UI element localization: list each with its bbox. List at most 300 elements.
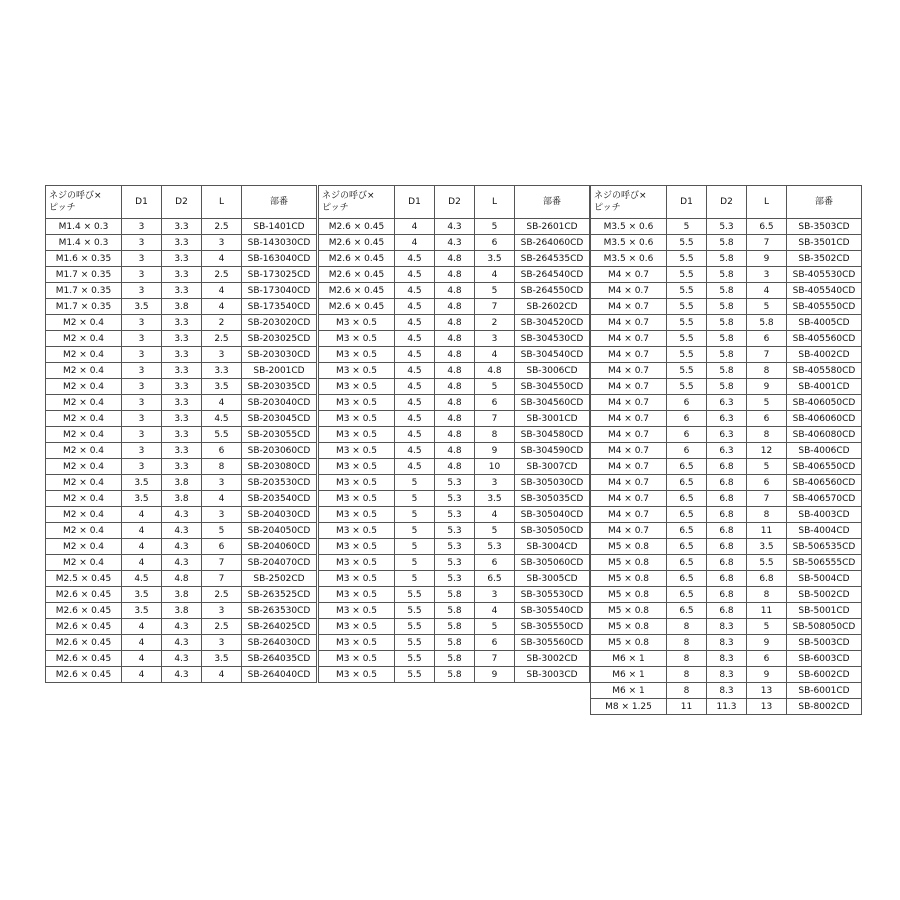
cell-thread-pitch: M2.6 × 0.45 <box>319 251 395 267</box>
cell-d2: 5.8 <box>435 667 475 683</box>
table-row <box>46 539 317 555</box>
cell-part-number: SB-5004CD <box>787 571 862 587</box>
cell-d1: 5 <box>667 219 707 235</box>
cell-thread-pitch: M4 × 0.7 <box>591 523 667 539</box>
cell-thread-pitch: M2 × 0.4 <box>46 507 122 523</box>
table-row <box>591 459 862 475</box>
cell-thread-pitch: M3 × 0.5 <box>319 443 395 459</box>
cell-d2: 6.8 <box>707 587 747 603</box>
cell-d2: 5.8 <box>707 379 747 395</box>
cell-l: 4 <box>202 667 242 683</box>
table-row <box>319 491 590 507</box>
table-row <box>591 491 862 507</box>
cell-thread-pitch: M4 × 0.7 <box>591 411 667 427</box>
cell-d2: 8.3 <box>707 683 747 699</box>
cell-d2: 6.8 <box>707 491 747 507</box>
cell-d1: 5.5 <box>667 251 707 267</box>
cell-d1: 8 <box>667 683 707 699</box>
table-row <box>46 635 317 651</box>
cell-d2: 6.8 <box>707 603 747 619</box>
table-row <box>591 587 862 603</box>
cell-d1: 4.5 <box>395 251 435 267</box>
cell-thread-pitch: M3 × 0.5 <box>319 427 395 443</box>
cell-l: 5.3 <box>475 539 515 555</box>
cell-part-number: SB-203020CD <box>242 315 317 331</box>
cell-d1: 4 <box>122 523 162 539</box>
cell-thread-pitch: M2.6 × 0.45 <box>319 219 395 235</box>
cell-d2: 3.3 <box>162 459 202 475</box>
cell-d1: 6.5 <box>667 539 707 555</box>
cell-part-number: SB-304550CD <box>515 379 590 395</box>
cell-part-number: SB-3502CD <box>787 251 862 267</box>
table-row <box>46 587 317 603</box>
cell-l: 4.8 <box>475 363 515 379</box>
cell-thread-pitch: M2.6 × 0.45 <box>46 667 122 683</box>
cell-d1: 4.5 <box>395 331 435 347</box>
cell-l: 6.5 <box>475 571 515 587</box>
cell-d1: 4 <box>122 539 162 555</box>
cell-d2: 4.8 <box>435 299 475 315</box>
cell-thread-pitch: M3.5 × 0.6 <box>591 235 667 251</box>
cell-part-number: SB-6002CD <box>787 667 862 683</box>
cell-d1: 5.5 <box>667 299 707 315</box>
cell-thread-pitch: M6 × 1 <box>591 667 667 683</box>
cell-d1: 6.5 <box>667 523 707 539</box>
cell-thread-pitch: M3 × 0.5 <box>319 491 395 507</box>
cell-part-number: SB-163040CD <box>242 251 317 267</box>
cell-d2: 5.3 <box>435 555 475 571</box>
cell-l: 3.5 <box>475 251 515 267</box>
cell-d1: 6.5 <box>667 507 707 523</box>
cell-d1: 6.5 <box>667 475 707 491</box>
table-row <box>591 507 862 523</box>
cell-d2: 3.3 <box>162 443 202 459</box>
cell-d1: 4 <box>122 667 162 683</box>
header-thread-line2: ピッチ <box>49 203 76 213</box>
table-row <box>46 267 317 283</box>
header-d1: D1 <box>395 186 435 219</box>
cell-d2: 3.3 <box>162 411 202 427</box>
cell-thread-pitch: M2.5 × 0.45 <box>46 571 122 587</box>
cell-d1: 3 <box>122 235 162 251</box>
cell-part-number: SB-405530CD <box>787 267 862 283</box>
cell-l: 6 <box>202 443 242 459</box>
table-header-row <box>591 186 862 219</box>
cell-part-number: SB-263530CD <box>242 603 317 619</box>
cell-thread-pitch: M3 × 0.5 <box>319 587 395 603</box>
cell-thread-pitch: M2 × 0.4 <box>46 363 122 379</box>
cell-d2: 3.3 <box>162 315 202 331</box>
cell-thread-pitch: M4 × 0.7 <box>591 443 667 459</box>
table-row <box>46 315 317 331</box>
header-part-number: 部番 <box>787 186 862 219</box>
cell-d1: 5.5 <box>395 619 435 635</box>
cell-part-number: SB-3002CD <box>515 651 590 667</box>
cell-d2: 4.8 <box>435 363 475 379</box>
cell-d1: 5.5 <box>667 283 707 299</box>
cell-l: 5 <box>747 395 787 411</box>
table-row <box>319 267 590 283</box>
cell-l: 3.5 <box>202 379 242 395</box>
cell-thread-pitch: M5 × 0.8 <box>591 619 667 635</box>
cell-l: 6 <box>475 555 515 571</box>
cell-l: 4 <box>475 507 515 523</box>
cell-d1: 4.5 <box>395 299 435 315</box>
table-row <box>46 507 317 523</box>
table-row <box>46 555 317 571</box>
table-row <box>46 667 317 683</box>
cell-thread-pitch: M3.5 × 0.6 <box>591 251 667 267</box>
cell-l: 4 <box>475 347 515 363</box>
table-row <box>591 683 862 699</box>
table-row <box>319 507 590 523</box>
cell-part-number: SB-4001CD <box>787 379 862 395</box>
cell-thread-pitch: M5 × 0.8 <box>591 635 667 651</box>
cell-l: 4.5 <box>202 411 242 427</box>
cell-thread-pitch: M4 × 0.7 <box>591 267 667 283</box>
cell-d1: 3.5 <box>122 603 162 619</box>
table-row <box>46 235 317 251</box>
cell-part-number: SB-4005CD <box>787 315 862 331</box>
cell-thread-pitch: M2 × 0.4 <box>46 395 122 411</box>
cell-d1: 4.5 <box>395 347 435 363</box>
cell-thread-pitch: M1.6 × 0.35 <box>46 251 122 267</box>
cell-part-number: SB-2602CD <box>515 299 590 315</box>
cell-d2: 3.3 <box>162 347 202 363</box>
cell-part-number: SB-203540CD <box>242 491 317 507</box>
cell-thread-pitch: M2 × 0.4 <box>46 411 122 427</box>
cell-d2: 4.8 <box>435 347 475 363</box>
cell-part-number: SB-204060CD <box>242 539 317 555</box>
cell-thread-pitch: M3 × 0.5 <box>319 651 395 667</box>
cell-thread-pitch: M6 × 1 <box>591 651 667 667</box>
cell-thread-pitch: M3 × 0.5 <box>319 459 395 475</box>
cell-d2: 4.8 <box>435 331 475 347</box>
cell-thread-pitch: M2.6 × 0.45 <box>46 635 122 651</box>
table-row <box>319 667 590 683</box>
cell-d1: 3 <box>122 219 162 235</box>
cell-d2: 6.3 <box>707 443 747 459</box>
cell-l: 5 <box>747 299 787 315</box>
cell-d1: 3 <box>122 283 162 299</box>
cell-d1: 4.5 <box>395 459 435 475</box>
table-row <box>591 523 862 539</box>
table-row <box>319 539 590 555</box>
table-row <box>46 475 317 491</box>
cell-thread-pitch: M1.7 × 0.35 <box>46 267 122 283</box>
table-row <box>46 331 317 347</box>
cell-l: 2 <box>475 315 515 331</box>
cell-d1: 5.5 <box>667 379 707 395</box>
cell-thread-pitch: M2 × 0.4 <box>46 443 122 459</box>
cell-d1: 5.5 <box>395 635 435 651</box>
header-thread-line2: ピッチ <box>322 203 349 213</box>
table-row <box>319 619 590 635</box>
cell-l: 13 <box>747 683 787 699</box>
cell-l: 5 <box>475 283 515 299</box>
cell-thread-pitch: M6 × 1 <box>591 683 667 699</box>
cell-d1: 4.5 <box>395 443 435 459</box>
cell-l: 9 <box>747 667 787 683</box>
cell-thread-pitch: M4 × 0.7 <box>591 379 667 395</box>
table-row <box>46 443 317 459</box>
cell-thread-pitch: M2.6 × 0.45 <box>319 299 395 315</box>
cell-d2: 6.8 <box>707 507 747 523</box>
cell-l: 13 <box>747 699 787 715</box>
cell-part-number: SB-305560CD <box>515 635 590 651</box>
table-row <box>319 219 590 235</box>
cell-l: 7 <box>747 347 787 363</box>
cell-part-number: SB-5002CD <box>787 587 862 603</box>
table-row <box>591 619 862 635</box>
table-row <box>591 395 862 411</box>
cell-part-number: SB-264035CD <box>242 651 317 667</box>
cell-d1: 3 <box>122 459 162 475</box>
cell-d1: 4.5 <box>395 315 435 331</box>
cell-thread-pitch: M3 × 0.5 <box>319 635 395 651</box>
table-row <box>319 331 590 347</box>
cell-part-number: SB-3007CD <box>515 459 590 475</box>
cell-d1: 8 <box>667 635 707 651</box>
cell-l: 3 <box>202 635 242 651</box>
cell-d2: 3.3 <box>162 251 202 267</box>
cell-d2: 5.8 <box>435 619 475 635</box>
cell-part-number: SB-204050CD <box>242 523 317 539</box>
table-row <box>591 411 862 427</box>
cell-d1: 3.5 <box>122 475 162 491</box>
cell-d2: 5.8 <box>707 331 747 347</box>
header-d1: D1 <box>122 186 162 219</box>
cell-l: 5.8 <box>747 315 787 331</box>
cell-part-number: SB-264030CD <box>242 635 317 651</box>
cell-thread-pitch: M2 × 0.4 <box>46 523 122 539</box>
cell-part-number: SB-264025CD <box>242 619 317 635</box>
table-row <box>46 251 317 267</box>
cell-part-number: SB-203025CD <box>242 331 317 347</box>
cell-l: 2 <box>202 315 242 331</box>
cell-d1: 4.5 <box>395 411 435 427</box>
cell-d1: 4 <box>395 219 435 235</box>
cell-thread-pitch: M4 × 0.7 <box>591 395 667 411</box>
cell-part-number: SB-304590CD <box>515 443 590 459</box>
table-header-row <box>46 186 317 219</box>
cell-part-number: SB-508050CD <box>787 619 862 635</box>
cell-d2: 4.3 <box>162 619 202 635</box>
cell-d2: 3.8 <box>162 587 202 603</box>
header-d2: D2 <box>162 186 202 219</box>
cell-d1: 4.5 <box>395 267 435 283</box>
cell-thread-pitch: M5 × 0.8 <box>591 571 667 587</box>
cell-l: 5 <box>475 619 515 635</box>
cell-part-number: SB-3001CD <box>515 411 590 427</box>
cell-d1: 3 <box>122 411 162 427</box>
cell-l: 3 <box>202 347 242 363</box>
header-d1: D1 <box>667 186 707 219</box>
table-row <box>319 571 590 587</box>
table-row <box>591 219 862 235</box>
header-thread-line1: ネジの呼び× <box>49 191 102 201</box>
cell-part-number: SB-304520CD <box>515 315 590 331</box>
cell-d2: 3.3 <box>162 283 202 299</box>
cell-part-number: SB-305530CD <box>515 587 590 603</box>
table-row <box>591 251 862 267</box>
cell-part-number: SB-405550CD <box>787 299 862 315</box>
cell-d1: 5 <box>395 475 435 491</box>
cell-l: 4 <box>747 283 787 299</box>
header-l: L <box>747 186 787 219</box>
table-row <box>591 299 862 315</box>
cell-part-number: SB-304530CD <box>515 331 590 347</box>
header-part-number: 部番 <box>515 186 590 219</box>
cell-d1: 3 <box>122 347 162 363</box>
cell-l: 6 <box>475 235 515 251</box>
table-row <box>319 315 590 331</box>
cell-d1: 5.5 <box>667 267 707 283</box>
cell-thread-pitch: M2 × 0.4 <box>46 427 122 443</box>
cell-l: 5 <box>747 459 787 475</box>
cell-part-number: SB-173540CD <box>242 299 317 315</box>
cell-part-number: SB-5003CD <box>787 635 862 651</box>
cell-part-number: SB-4006CD <box>787 443 862 459</box>
table-row <box>319 459 590 475</box>
cell-l: 9 <box>475 443 515 459</box>
cell-thread-pitch: M3 × 0.5 <box>319 331 395 347</box>
header-l: L <box>475 186 515 219</box>
cell-l: 3 <box>202 235 242 251</box>
cell-d2: 8.3 <box>707 635 747 651</box>
cell-d2: 6.8 <box>707 571 747 587</box>
cell-d2: 4.8 <box>435 427 475 443</box>
table-row <box>319 651 590 667</box>
cell-part-number: SB-3004CD <box>515 539 590 555</box>
table-row <box>319 411 590 427</box>
cell-thread-pitch: M1.4 × 0.3 <box>46 219 122 235</box>
cell-thread-pitch: M4 × 0.7 <box>591 347 667 363</box>
cell-l: 4 <box>202 395 242 411</box>
cell-d2: 3.3 <box>162 363 202 379</box>
cell-thread-pitch: M2 × 0.4 <box>46 539 122 555</box>
cell-thread-pitch: M4 × 0.7 <box>591 427 667 443</box>
cell-part-number: SB-203045CD <box>242 411 317 427</box>
cell-d1: 3.5 <box>122 299 162 315</box>
cell-thread-pitch: M1.7 × 0.35 <box>46 299 122 315</box>
cell-d1: 5.5 <box>667 331 707 347</box>
cell-thread-pitch: M2.6 × 0.45 <box>319 267 395 283</box>
table-row <box>319 395 590 411</box>
cell-l: 8 <box>202 459 242 475</box>
cell-l: 4 <box>475 603 515 619</box>
cell-thread-pitch: M3 × 0.5 <box>319 395 395 411</box>
cell-l: 9 <box>747 251 787 267</box>
cell-part-number: SB-2001CD <box>242 363 317 379</box>
cell-d1: 3 <box>122 395 162 411</box>
table-row <box>591 475 862 491</box>
cell-d1: 4 <box>395 235 435 251</box>
cell-part-number: SB-3501CD <box>787 235 862 251</box>
cell-d2: 4.8 <box>435 315 475 331</box>
cell-l: 3.5 <box>747 539 787 555</box>
cell-thread-pitch: M1.7 × 0.35 <box>46 283 122 299</box>
cell-d2: 6.8 <box>707 539 747 555</box>
header-thread-line1: ネジの呼び× <box>322 191 375 201</box>
table-row <box>591 603 862 619</box>
cell-d2: 4.3 <box>162 555 202 571</box>
cell-d2: 5.3 <box>435 523 475 539</box>
cell-part-number: SB-4004CD <box>787 523 862 539</box>
cell-d1: 5 <box>395 491 435 507</box>
table-row <box>591 539 862 555</box>
cell-d1: 5 <box>395 507 435 523</box>
cell-d2: 5.8 <box>435 603 475 619</box>
cell-thread-pitch: M3 × 0.5 <box>319 667 395 683</box>
cell-l: 3 <box>747 267 787 283</box>
cell-d1: 3 <box>122 443 162 459</box>
cell-d1: 6.5 <box>667 603 707 619</box>
cell-d1: 5 <box>395 539 435 555</box>
cell-thread-pitch: M5 × 0.8 <box>591 555 667 571</box>
cell-l: 6 <box>747 651 787 667</box>
cell-d2: 4.8 <box>435 267 475 283</box>
cell-d2: 4.3 <box>162 635 202 651</box>
header-thread-pitch <box>46 186 122 219</box>
table-row <box>319 283 590 299</box>
cell-d2: 5.8 <box>707 363 747 379</box>
cell-d1: 8 <box>667 619 707 635</box>
cell-d2: 6.3 <box>707 427 747 443</box>
cell-d1: 4 <box>122 635 162 651</box>
table-row <box>591 267 862 283</box>
cell-part-number: SB-305550CD <box>515 619 590 635</box>
cell-d1: 3 <box>122 315 162 331</box>
cell-d2: 6.3 <box>707 395 747 411</box>
cell-d2: 3.8 <box>162 299 202 315</box>
cell-d2: 3.3 <box>162 395 202 411</box>
cell-thread-pitch: M2.6 × 0.45 <box>46 651 122 667</box>
cell-d2: 4.8 <box>435 443 475 459</box>
header-d2: D2 <box>435 186 475 219</box>
cell-l: 6 <box>475 635 515 651</box>
cell-part-number: SB-406080CD <box>787 427 862 443</box>
cell-part-number: SB-305050CD <box>515 523 590 539</box>
header-l: L <box>202 186 242 219</box>
cell-thread-pitch: M3 × 0.5 <box>319 619 395 635</box>
cell-l: 4 <box>202 491 242 507</box>
cell-d2: 8.3 <box>707 651 747 667</box>
header-thread-pitch <box>319 186 395 219</box>
spec-table-2 <box>318 185 590 683</box>
cell-l: 4 <box>475 267 515 283</box>
cell-part-number: SB-506555CD <box>787 555 862 571</box>
cell-thread-pitch: M4 × 0.7 <box>591 331 667 347</box>
cell-thread-pitch: M3 × 0.5 <box>319 363 395 379</box>
cell-l: 2.5 <box>202 619 242 635</box>
cell-l: 8 <box>475 427 515 443</box>
table-row <box>319 635 590 651</box>
spec-table-body <box>46 219 317 683</box>
cell-part-number: SB-305040CD <box>515 507 590 523</box>
cell-thread-pitch: M3 × 0.5 <box>319 379 395 395</box>
cell-part-number: SB-263525CD <box>242 587 317 603</box>
cell-d2: 4.3 <box>435 219 475 235</box>
cell-d1: 3 <box>122 251 162 267</box>
cell-d1: 3.5 <box>122 491 162 507</box>
cell-d1: 5.5 <box>667 315 707 331</box>
cell-part-number: SB-143030CD <box>242 235 317 251</box>
cell-thread-pitch: M2 × 0.4 <box>46 347 122 363</box>
cell-l: 2.5 <box>202 331 242 347</box>
cell-d1: 4 <box>122 555 162 571</box>
cell-l: 5 <box>475 523 515 539</box>
